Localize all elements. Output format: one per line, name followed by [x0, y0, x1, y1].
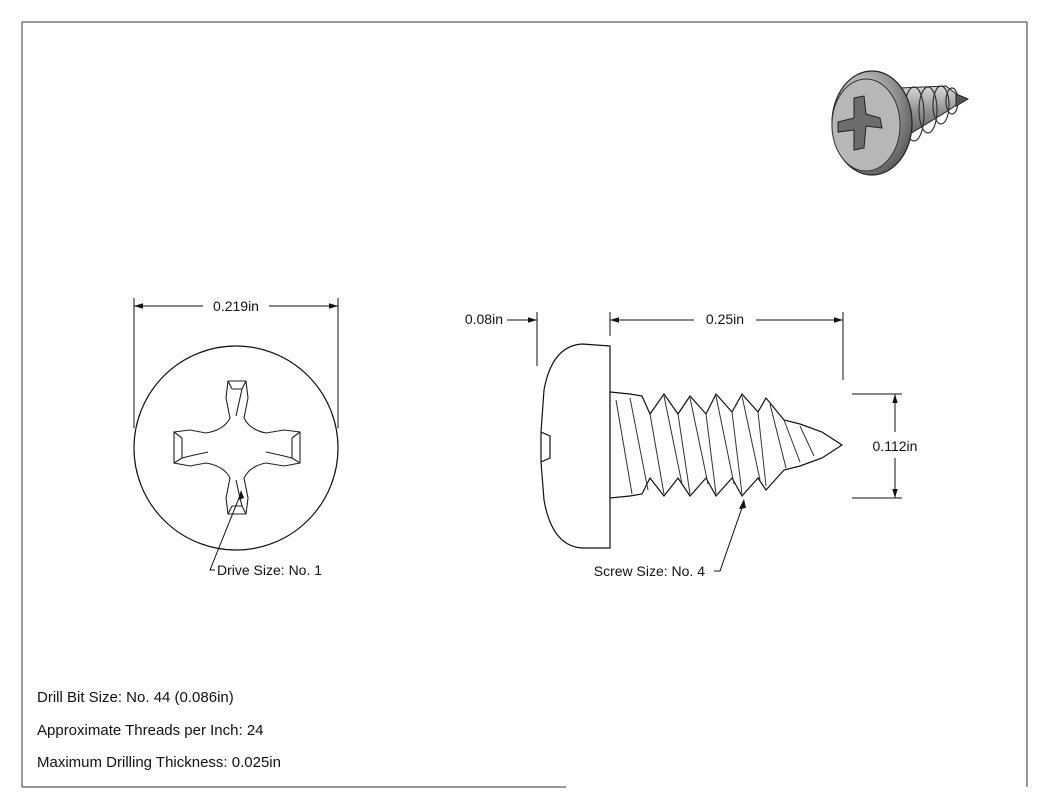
- head-diameter-label: 0.219in: [213, 298, 259, 314]
- screw-head-profile: [541, 344, 610, 548]
- screw-size-leader: [714, 502, 744, 571]
- screw-size-callout: Screw Size: No. 4: [593, 563, 705, 579]
- drive-size-callout: Drive Size: No. 1: [217, 562, 323, 578]
- length-label: 0.25in: [705, 311, 745, 327]
- side-view-screw: [541, 344, 842, 548]
- isometric-screw-thumbnail: [832, 71, 968, 175]
- head-height-label: 0.08in: [464, 311, 503, 327]
- spec-drill-bit-size: Drill Bit Size: No. 44 (0.086in): [37, 689, 234, 706]
- spec-threads-per-inch: Approximate Threads per Inch: 24: [37, 722, 264, 739]
- front-view-head: [134, 298, 338, 578]
- thread-diameter-label: 0.112in: [872, 438, 918, 454]
- spec-max-drilling-thickness: Maximum Drilling Thickness: 0.025in: [37, 754, 281, 771]
